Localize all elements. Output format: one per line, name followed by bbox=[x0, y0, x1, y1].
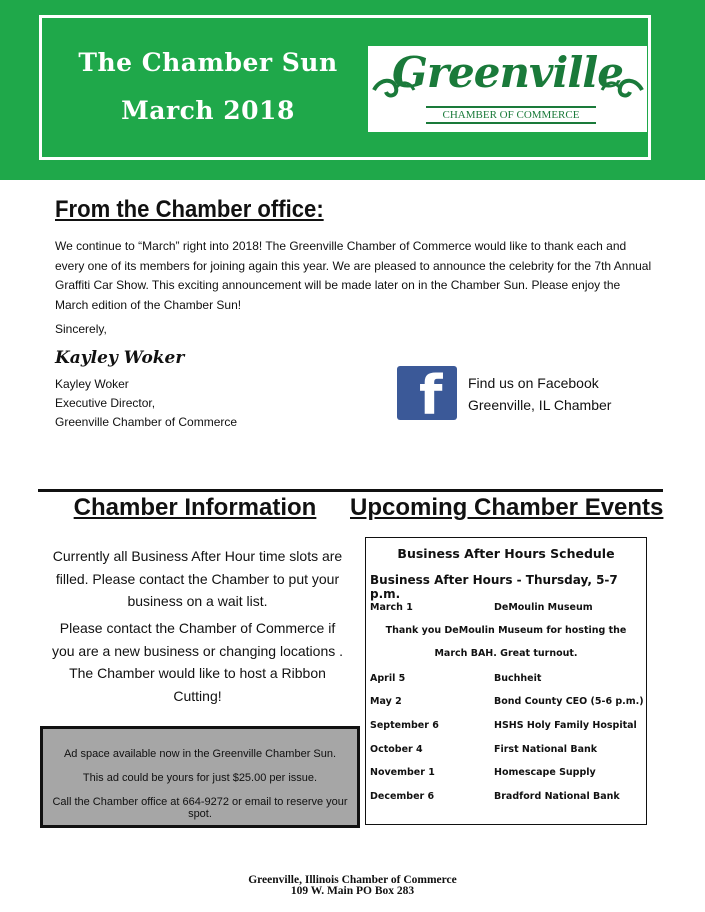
events-heading: Upcoming Chamber Events bbox=[350, 494, 664, 521]
schedule-subtitle: Business After Hours - Thursday, 5-7 p.m. bbox=[370, 573, 618, 601]
event-note: Thank you DeMoulin Museum for hosting the bbox=[385, 625, 627, 636]
office-letter-body: We continue to “March” right into 2018! The Greenville Chamber of Commerce would like to thank each and every one of its members for joining again this year. We are pleased to announce the celebrity for the 7th Annual Graffiti Car Show. This exciting announcement will be made later on in the Chamber Sun. Please enjoy the March edition of the Chamber Sun! bbox=[55, 239, 652, 312]
signer-name: Kayley Woker bbox=[55, 377, 129, 391]
event-date: April 5 bbox=[370, 673, 406, 684]
event-date: October 4 bbox=[370, 744, 423, 755]
event-host: First National Bank bbox=[494, 744, 598, 755]
signer-org: Greenville Chamber of Commerce bbox=[55, 415, 238, 429]
event-host: Bradford National Bank bbox=[494, 791, 620, 802]
event-host: HSHS Holy Family Hospital bbox=[494, 720, 637, 731]
event-date: September 6 bbox=[370, 720, 439, 731]
info-paragraph: Currently all Business After Hour time slots are filled. Please contact the Chamber to put your business on a wait list. bbox=[52, 548, 343, 609]
ad-box bbox=[40, 726, 360, 828]
office-heading: From the Chamber office: bbox=[55, 196, 324, 223]
logo-name: Greenville bbox=[392, 48, 623, 97]
event-host: Bond County CEO (5-6 p.m.) bbox=[494, 696, 644, 707]
footer-org: Greenville, Illinois Chamber of Commerce bbox=[248, 874, 457, 886]
facebook-text: Find us on Facebook bbox=[468, 375, 599, 391]
chamber-logo bbox=[368, 46, 647, 132]
schedule-title: Business After Hours Schedule bbox=[397, 546, 615, 561]
facebook-icon[interactable]: f bbox=[397, 366, 457, 420]
closing: Sincerely, bbox=[55, 322, 107, 336]
section-divider bbox=[38, 489, 663, 492]
event-note: March BAH. Great turnout. bbox=[434, 648, 578, 659]
ad-line: Call the Chamber office at 664-9272 or email to reserve your spot. bbox=[52, 796, 348, 820]
event-date: November 1 bbox=[370, 767, 435, 778]
signature: Kayley Woker bbox=[55, 348, 185, 368]
event-date: March 1 bbox=[370, 602, 413, 613]
ad-line: Ad space available now in the Greenville Chamber Sun. bbox=[63, 748, 337, 760]
event-host: DeMoulin Museum bbox=[494, 602, 593, 613]
signer-title: Executive Director, bbox=[55, 396, 156, 410]
event-host: Buchheit bbox=[494, 673, 542, 684]
facebook-page-name: Greenville, IL Chamber bbox=[468, 397, 612, 413]
info-heading: Chamber Information bbox=[73, 494, 317, 521]
events-schedule bbox=[365, 537, 647, 825]
footer-address: 109 W. Main PO Box 283 bbox=[290, 885, 415, 897]
info-paragraph: Please contact the Chamber of Commerce if you are a new business or changing locations . The Chamber would like to host a Ribbon Cutting! bbox=[51, 620, 344, 704]
event-host: Homescape Supply bbox=[494, 767, 596, 778]
logo-subtitle: CHAMBER OF COMMERCE bbox=[426, 106, 596, 124]
newsletter-date: March 2018 bbox=[121, 96, 295, 125]
event-date: May 2 bbox=[370, 696, 402, 707]
ad-line: This ad could be yours for just $25.00 per issue. bbox=[82, 772, 318, 784]
newsletter-title: The Chamber Sun bbox=[78, 48, 338, 77]
event-date: December 6 bbox=[370, 791, 435, 802]
